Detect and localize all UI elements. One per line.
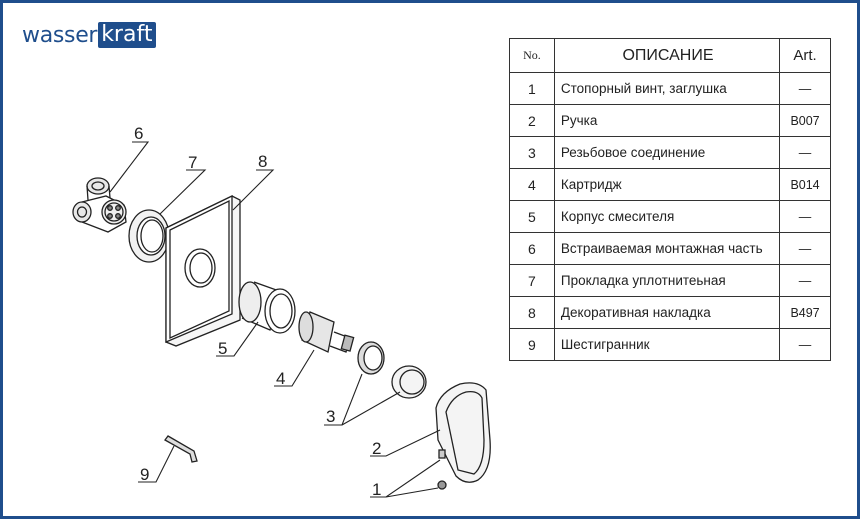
row-no: 9 [510, 329, 555, 361]
callout-2: 2 [372, 439, 382, 458]
callout-9: 9 [140, 465, 150, 484]
table-row [510, 73, 831, 105]
table-row [510, 329, 831, 361]
table-row [510, 105, 831, 137]
row-art: — [780, 265, 831, 297]
callout-6: 6 [134, 124, 144, 143]
row-art: — [780, 201, 831, 233]
row-description: Картридж [554, 169, 779, 201]
header-art: Art. [780, 39, 831, 73]
row-no: 5 [510, 201, 555, 233]
row-no: 1 [510, 73, 555, 105]
row-description: Стопорный винт, заглушка [554, 73, 779, 105]
table-row [510, 297, 831, 329]
row-art: — [780, 137, 831, 169]
part-1-screws [438, 450, 446, 489]
table-row [510, 233, 831, 265]
callout-1: 1 [372, 480, 382, 499]
callout-8: 8 [258, 152, 268, 171]
row-no: 3 [510, 137, 555, 169]
row-no: 2 [510, 105, 555, 137]
row-art: — [780, 73, 831, 105]
part-6-mounting-body [73, 178, 126, 232]
row-description: Корпус смесителя [554, 201, 779, 233]
row-description: Ручка [554, 105, 779, 137]
row-no: 8 [510, 297, 555, 329]
part-2-handle [436, 383, 490, 482]
part-3-threaded-connection [358, 342, 426, 398]
logo-wordmark-box: kraft [98, 22, 156, 48]
row-no: 6 [510, 233, 555, 265]
callout-5: 5 [218, 339, 228, 358]
part-7-seal-ring [129, 210, 169, 262]
row-no: 4 [510, 169, 555, 201]
row-art: B014 [780, 169, 831, 201]
callout-4: 4 [276, 369, 286, 388]
parts-table [509, 38, 831, 361]
row-description: Прокладка уплотнитеьная [554, 265, 779, 297]
part-5-mixer-body [239, 282, 295, 333]
header-description: ОПИСАНИЕ [554, 39, 779, 73]
row-art: B497 [780, 297, 831, 329]
row-description: Встраиваемая монтажная часть [554, 233, 779, 265]
callout-7: 7 [188, 153, 198, 172]
row-description: Декоративная накладка [554, 297, 779, 329]
logo-wordmark: wasser [22, 22, 98, 48]
callout-3: 3 [326, 407, 336, 426]
table-row [510, 265, 831, 297]
part-4-cartridge [299, 312, 354, 352]
row-art: — [780, 233, 831, 265]
row-description: Шестигранник [554, 329, 779, 361]
table-row [510, 201, 831, 233]
row-art: B007 [780, 105, 831, 137]
row-no: 7 [510, 265, 555, 297]
part-8-cover-plate [166, 196, 240, 346]
part-9-hex-key [165, 436, 197, 462]
row-art: — [780, 329, 831, 361]
header-no: No. [510, 39, 555, 73]
parts-table-header [510, 39, 831, 73]
table-row [510, 169, 831, 201]
table-row [510, 137, 831, 169]
row-description: Резьбовое соединение [554, 137, 779, 169]
